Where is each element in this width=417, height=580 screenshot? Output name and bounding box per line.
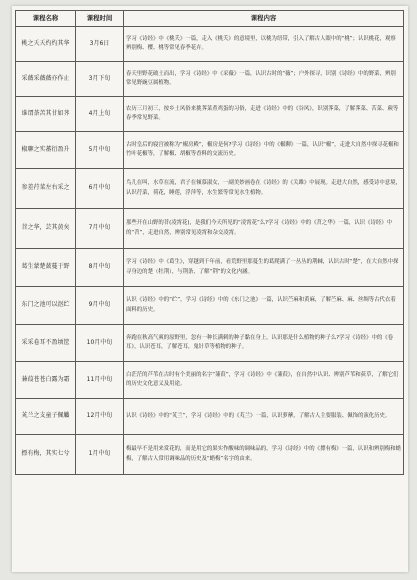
course-time-cell: 1月中旬 (76, 435, 124, 475)
course-time-cell: 6月中旬 (76, 169, 124, 209)
paper-sheet (12, 6, 408, 572)
course-name-cell: 采薇采薇薇亦作止 (16, 62, 76, 97)
table-row (16, 362, 404, 399)
course-time-cell: 3月下旬 (76, 62, 124, 97)
table-header-row (16, 11, 404, 27)
course-content-cell: 那些开在山野的苕(凌霄花)，是我们今天所见的“凌霄花”么?学习《诗经》中的《苕之华》一篇，认识《诗经》中的“苕”，走进自然，辨别常见凌霄和杂交凌霄。 (124, 209, 404, 249)
course-name-cell: 苕之华，芸其黄矣 (16, 209, 76, 249)
course-time-cell: 5月中旬 (76, 132, 124, 169)
course-time-cell: 9月中旬 (76, 287, 124, 325)
course-content-cell: 农历三月初三，按乡土风俗来挑荠菜煮鸡蛋的习俗，走进《诗经》中的《谷风》，识别荠菜，了解荠菜、苦菜、蕨等春季常见野菜。 (124, 97, 404, 132)
course-time-cell: 11月中旬 (76, 362, 124, 399)
course-time-cell: 12月中旬 (76, 399, 124, 435)
course-content-cell: 认识《诗经》中的“纻”，学习《诗经》中的《东门之池》一篇，认识苎麻和黄麻，了解苎麻、麻、丝绸等古代衣着面料的历史。 (124, 287, 404, 325)
course-name-cell: 采采卷耳不盈顷筐 (16, 325, 76, 362)
course-content-cell: 学习《诗经》中《桃夭》一篇，走入《桃夭》的意境里，以桃为纽带，引入了解古人眼中的“桃”；认识桃花，观察辨别梅、樱、桃等常见春季花卉。 (124, 27, 404, 62)
course-name-cell: 芄兰之支童子佩觿 (16, 399, 76, 435)
course-table (15, 10, 404, 475)
course-name-cell: 东门之池可以沤纻 (16, 287, 76, 325)
table-row (16, 435, 404, 475)
course-content-cell: 认识《诗经》中的“芄兰”，学习《诗经》中的《芄兰》一篇，认识萝藦，了解古人主要服装、佩饰的演化历史。 (124, 399, 404, 435)
course-content-cell: 梅最早不是用来赏花的，而是用它的果实作酸味的调味品的，学习《诗经》中的《摽有梅》一篇，认识和辨别梅和蜡梅，了解古人常用调味品的历史及“蜡梅”名字的由来。 (124, 435, 404, 475)
table-row (16, 399, 404, 435)
course-content-cell: 奔跑在秋高气爽的原野里，忽有一种长满刺的种子黏在身上，认识那是什么植物的种子么?学习《诗经》中的《卷耳》，认识苍耳，了解苍耳，鬼针草等植物的种子。 (124, 325, 404, 362)
course-name-cell: 参差荇菜左右采之 (16, 169, 76, 209)
table-row (16, 287, 404, 325)
table-row (16, 325, 404, 362)
course-time-cell: 4月上旬 (76, 97, 124, 132)
header-course-name: 课程名称 (16, 11, 76, 27)
course-name-cell: 蒹葭苍苍白露为霜 (16, 362, 76, 399)
course-name-cell: 椒聊之实蕃衍盈升 (16, 132, 76, 169)
table-row (16, 249, 404, 287)
course-content-cell: 春天里野花破土而出，学习《诗经》中《采薇》一篇，认识古时的“薇”；户外探寻，识别《诗经》中的野菜，辨别常见野豌豆属植物。 (124, 62, 404, 97)
course-name-cell: 桃之夭夭灼灼其华 (16, 27, 76, 62)
course-content-cell: 鸟儿在叫，水草在流，君子在倾慕淑女，一副美妙画卷在《诗经》的《关雎》中展现。走进大自然，感受诗中意境，认识荇菜，荷花，睡莲，浮萍等，水生繁等常见水生植物。 (124, 169, 404, 209)
table-row (16, 62, 404, 97)
course-content-cell: 白茫茫的芦苇在古时有个美丽的名字“蒹葭”，学习《诗经》中《蒹葭》，在自然中认识、辨别芦苇和荻草，了解它们的历史文化意义及用途。 (124, 362, 404, 399)
table-row (16, 132, 404, 169)
table-row (16, 97, 404, 132)
course-time-cell: 3月6日 (76, 27, 124, 62)
course-name-cell: 谁谓荼苦其甘如荠 (16, 97, 76, 132)
table-row (16, 169, 404, 209)
course-time-cell: 7月中旬 (76, 209, 124, 249)
table-row (16, 209, 404, 249)
course-time-cell: 8月中旬 (76, 249, 124, 287)
course-name-cell: 葛生蒙楚蔹蔓于野 (16, 249, 76, 287)
header-course-time: 课程时间 (76, 11, 124, 27)
table-row (16, 27, 404, 62)
course-content-cell: 学习《诗经》中《葛生》，穿越到千年前，看荒野里那蔓生的葛爬满了一丛丛的荆棘，认识古时“楚”，在大自然中探寻身边的楚（牡荆），与荆条，了解“荆”的文化内涵。 (124, 249, 404, 287)
course-name-cell: 摽有梅，其实七兮 (16, 435, 76, 475)
course-time-cell: 10月中旬 (76, 325, 124, 362)
header-course-content: 课程内容 (124, 11, 404, 27)
course-content-cell: 古时皇后的寝宫被称为“椒房殿”，椒房是何?学习《诗经》中的《椒聊》一篇，认识“椒”，走进大自然中探寻花椒和竹叶花椒等，了解椒、胡椒等香料的交流历史。 (124, 132, 404, 169)
